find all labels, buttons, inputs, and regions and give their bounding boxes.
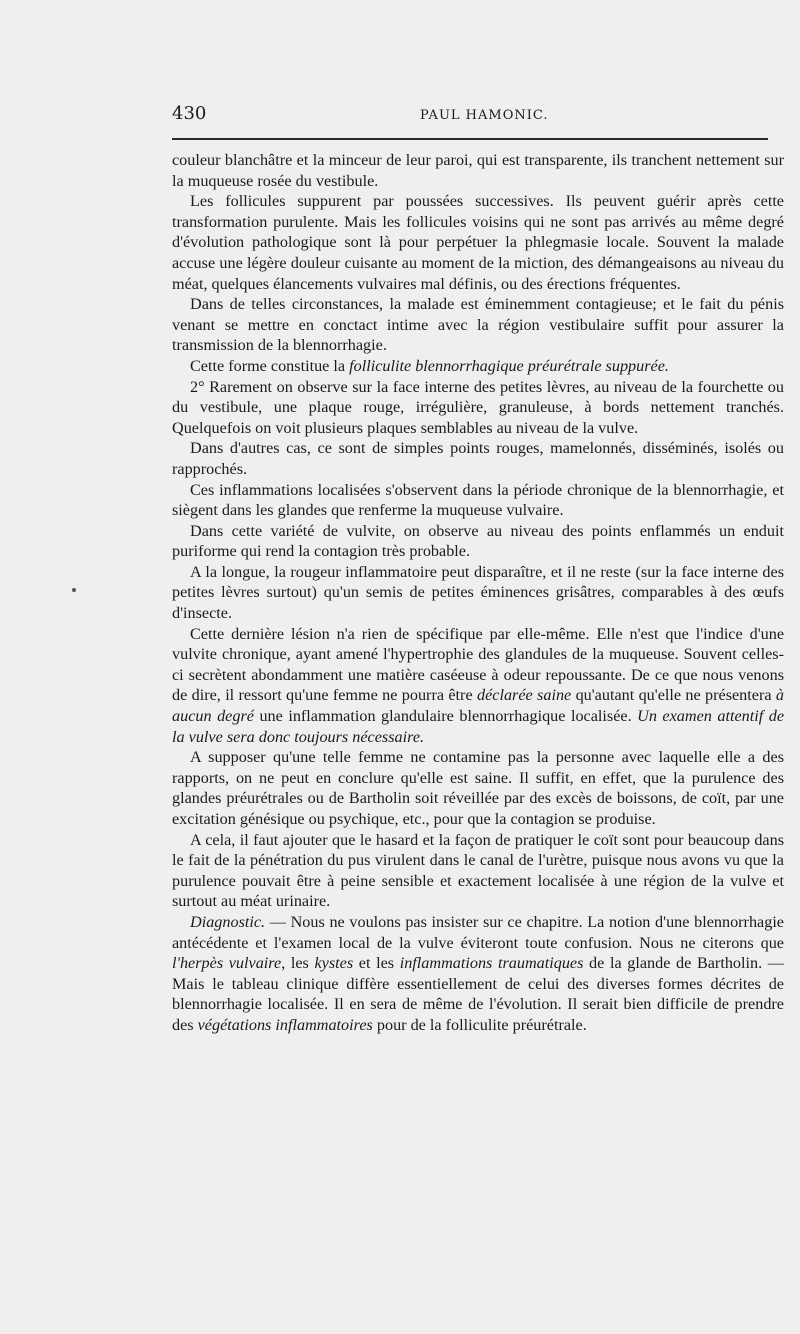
italic-term: Un examen attentif de la vulve sera donc toujours nécessaire. [172, 707, 784, 746]
paragraph [172, 912, 784, 1036]
italic-term: déclarée saine [476, 686, 572, 705]
paragraph: Dans cette variété de vulvite, on observe au niveau des points enflammés un enduit puriforme qui rend la contagion très probable. [172, 521, 784, 561]
paragraph: Dans d'autres cas, ce sont de simples points rouges, mamelonnés, disséminés, isolés ou rapprochés. [172, 439, 784, 478]
text-run: et les [353, 954, 400, 973]
section-heading: Diagnostic. [190, 912, 266, 931]
margin-speck [72, 588, 76, 592]
paragraph: Les follicules suppurent par poussées successives. Ils peuvent guérir après cette transformation purulente. Mais les follicules voisins qui ne sont pas arrivés au même degré d'évolution pathologique sont là pour perpétuer la phlegmasie locale. Souvent la malade accuse une légère douleur cuisante au moment de la miction, des démangeaisons au niveau du méat, quelques élancements vulvaires mal définis, ou des érections fréquentes. [172, 192, 784, 293]
page-number: 430 [172, 103, 207, 124]
paragraph: A supposer qu'une telle femme ne contamine pas la personne avec laquelle elle a des rapports, on ne peut en conclure qu'elle est saine. Il suffit, en effet, que la purulence des glandes préurétrales ou de Bartholin soit réveillée par des excès de boissons, de coït, par une excitation génésique ou psychique, etc., pour que la contagion se produise. [172, 748, 784, 828]
paragraph [172, 624, 784, 748]
paragraph [172, 356, 784, 377]
paragraph: Ces inflammations localisées s'observent dans la période chronique de la blennorrhagie, et siègent dans les glandes que renferme la muqueuse vulvaire. [172, 480, 784, 520]
paragraph: A cela, il faut ajouter que le hasard et la façon de pratiquer le coït sont pour beaucoup dans le fait de la pénétration du pus virulent dans le canal de l'urètre, puisque nous avons vu que la purulence pouvait être à peine sensible et exactement localisée à une région de la vulve et surtout au méat urinaire. [172, 830, 784, 911]
running-head: PAUL HAMONIC. [420, 108, 549, 123]
italic-term: folliculite blennorrhagique préurétrale suppurée. [349, 356, 669, 375]
body-text [172, 150, 784, 1036]
paragraph: 2° Rarement on observe sur la face interne des petites lèvres, au niveau de la fourchette ou du vestibule, une plaque rouge, irrégulière, granuleuse, à bords nettement tranchés. Quelquefois on voit plusieurs plaques semblables au niveau de la vulve. [172, 377, 784, 437]
text-run: Cette forme constitue la [190, 356, 350, 375]
paragraph: couleur blanchâtre et la minceur de leur paroi, qui est transparente, ils tranchent nettement sur la muqueuse rosée du vestibule. [172, 151, 784, 190]
paragraph: A la longue, la rougeur inflammatoire peut disparaître, et il ne reste (sur la face interne des petites lèvres surtout) qu'un semis de petites éminences grisâtres, comparables à des œufs d'insecte. [172, 562, 784, 623]
italic-term: végétations inflammatoires [197, 1015, 373, 1034]
header-rule [172, 138, 768, 140]
text-run: de la glande de Bartholin. — Mais le tableau clinique diffère essentiellement de celui des diverses formes décrites de blennorrhagie localisée. Il en sera de même de l'évolution. Il serait bien difficile de prendre des [172, 954, 784, 1034]
text-run: pour de la folliculite préurétrale. [372, 1015, 587, 1034]
italic-term: l'herpès vulvaire [172, 954, 282, 973]
text-run: — Nous ne voulons pas insister sur ce chapitre. La notion d'une blennorrhagie antécédente et l'examen local de la vulve éviteront toute confusion. Nous ne citerons que [172, 912, 784, 952]
text-run: Cette dernière lésion n'a rien de spécifique par elle-même. Elle n'est que l'indice d'une vulvite chronique, ayant amené l'hypertrophie des glandules de la muqueuse. Souvent celles-ci secrètent abondamment une matière caséeuse à odeur repoussante. De ce que nous venons de dire, il ressort qu'une femme ne pourra être [172, 624, 784, 705]
italic-term: kystes [314, 954, 354, 973]
italic-term: inflammations traumatiques [399, 954, 584, 973]
text-run: , les [281, 954, 315, 973]
italic-term: à aucun degré [172, 686, 784, 726]
text-run: qu'autant qu'elle ne présentera [571, 686, 776, 705]
text-run: une inflammation glandulaire blennorrhagique localisée. [253, 707, 638, 726]
paragraph: Dans de telles circonstances, la malade est éminemment contagieuse; et le fait du pénis venant se mettre en conctact intime avec la région vestibulaire suffit pour assurer la transmission de la blennorrhagie. [172, 295, 784, 355]
